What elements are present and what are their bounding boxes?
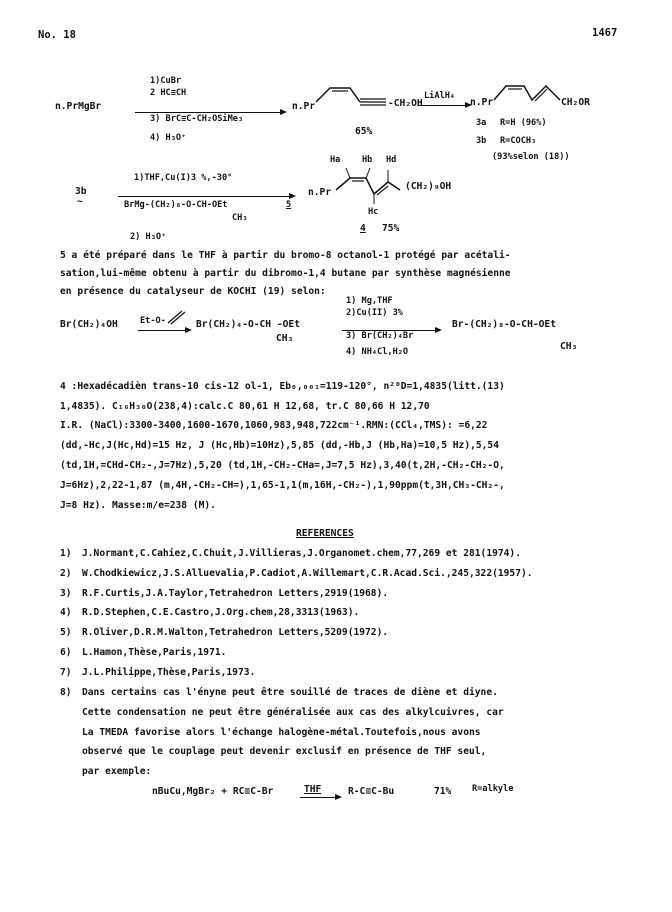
reference-text: W.Chodkiewicz,J.S.Alluevalia,P.Cadiot,A.Willemart,C.R.Acad.Sci.,245,322(1957).	[82, 568, 533, 579]
reagent-5-label: 5	[286, 200, 292, 210]
proton-hc: Hc	[368, 207, 379, 217]
proton-hb: Hb	[362, 155, 373, 165]
page-journal-number: No. 18	[38, 29, 76, 41]
scheme3-start: Br(CH₂)₄OH	[60, 319, 118, 330]
paragraph-line: sation,lui-même obtenu à partir du dibromo-1,4 butane par synthèse magnésienne	[60, 268, 511, 279]
reference-text: J.Normant,C.Cahiez,C.Chuit,J.Villieras,J.Organomet.chem,77,269 et 281(1974).	[82, 548, 521, 559]
page-number: 1467	[592, 27, 618, 39]
product-4-prefix: n.Pr	[308, 187, 332, 198]
reagent-lialh4: LiAlH₄	[424, 91, 456, 101]
label-3a-text: R=H (96%)	[500, 118, 547, 128]
data-line: (td,1H,=CHd-CH₂-,J=7Hz),5,20 (td,1H,-CH₂-CHa=,J=7,5 Hz),3,40(t,2H,-CH₂-CH₂-O,	[60, 460, 505, 471]
scheme3-reagent: Et-O-	[140, 316, 166, 326]
proton-hd: Hd	[386, 155, 397, 165]
reference-text: Dans certains cas l'ényne peut être souillé de traces de diène et diyne.	[82, 687, 498, 698]
label-3a: 3a	[476, 118, 487, 128]
condition-4: 4) H₃O⁺	[150, 133, 187, 143]
reaction-arrow-1	[135, 112, 281, 113]
data-line: J=6Hz),2,22-1,87 (m,4H,-CH₂-CH=),1,65-1,1(m,16H,-CH₂-),1,90ppm(t,3H,CH₃-CH₂-,	[60, 480, 505, 491]
data-line: (dd,-Hc,J(Hc,Hd)=15 Hz, J (Hc,Hb)=10Hz),5,85 (dd,-Hb,J (Hb,Ha)=10,5 Hz),5,54	[60, 440, 499, 451]
reference-number: 5)	[60, 627, 72, 638]
label-3b-text: R=COCH₃	[500, 136, 537, 146]
vinyl-bond	[168, 311, 188, 325]
label-3b-yield: (93%selon (18))	[492, 152, 570, 162]
condition-2-2: BrMg-(CH₂)₈-O-CH-OEt	[124, 200, 228, 210]
arrowhead-4	[185, 327, 192, 333]
reference-text: R.Oliver,D.R.M.Walton,Tetrahedron Letters,5209(1972).	[82, 627, 389, 638]
reference-item	[60, 687, 498, 698]
reference-number: 6)	[60, 647, 72, 658]
scheme3-cond4: 4) NH₄Cl,H₂O	[346, 347, 409, 357]
data-line: I.R. (NaCl):3300-3400,1600-1670,1060,983,948,722cm⁻¹.RMN:(CCl₄,TMS): =6,22	[60, 420, 488, 431]
scheme3-intermediate: Br(CH₂)₄-O-CH -OEt	[196, 319, 300, 330]
data-line: J=8 Hz). Masse:m/e=238 (M).	[60, 500, 216, 511]
condition-2-2-sub: CH₃	[232, 213, 248, 223]
data-line: 1,4835). C₁₆H₃₀O(238,4):calc.C 80,61 H 12,68, tr.C 80,66 H 12,70	[60, 401, 430, 412]
condition-3: 3) BrC≡C-CH₂OSiMe₃	[150, 114, 244, 124]
reference-8-continuation: La TMEDA favorise alors l'échange halogène-métal.Toutefois,nous avons	[82, 727, 481, 738]
reference-item	[60, 588, 388, 599]
scheme3-product: Br-(CH₂)₈-O-CH-OEt	[452, 319, 556, 330]
scheme3-product-sub: CH₃	[560, 341, 578, 352]
arrowhead-1	[280, 109, 287, 115]
arrowhead-5	[435, 327, 442, 333]
example-reagent: THF	[304, 784, 322, 795]
scheme3-cond3: 3) Br(CH₂)₄Br	[346, 331, 414, 341]
reference-item	[60, 607, 359, 618]
condition-2-1: 1)THF,Cu(I)3 %,-30°	[134, 173, 233, 183]
example-note: R=alkyle	[472, 784, 514, 794]
reference-item	[60, 667, 255, 678]
condition-1: 1)CuBr	[150, 76, 182, 86]
reaction-arrow-6	[300, 797, 336, 798]
label-4: 4	[360, 223, 366, 234]
product-2-suffix: CH₂OR	[561, 97, 590, 108]
reaction-arrow-2	[418, 105, 466, 106]
product-2-prefix: n.Pr	[470, 97, 494, 108]
yield-1: 65%	[355, 126, 373, 137]
reference-number: 1)	[60, 548, 72, 559]
product-4-chain: (CH₂)₉OH	[405, 181, 452, 192]
reference-text: R.F.Curtis,J.A.Taylor,Tetrahedron Letters,2919(1968).	[82, 588, 389, 599]
reactant-prmgbr: n.PrMgBr	[55, 101, 102, 112]
reference-number: 2)	[60, 568, 72, 579]
reference-text: L.Hamon,Thèse,Paris,1971.	[82, 647, 227, 658]
start-3b: 3b	[75, 186, 87, 197]
condition-2: 2 HC≡CH	[150, 88, 187, 98]
reference-text: R.D.Stephen,C.E.Castro,J.Org.chem,28,3313(1963).	[82, 607, 360, 618]
reference-8-continuation: Cette condensation ne peut être généralisée aux cas des alkylcuivres, car	[82, 707, 504, 718]
proton-ha: Ha	[330, 155, 341, 165]
data-line: 4 :Hexadécadièn trans-10 cis-12 ol-1, Eb₀,₀₀₁=119-120°, n²⁰D=1,4835(litt.(13)	[60, 381, 505, 392]
reference-number: 8)	[60, 687, 72, 698]
reference-item	[60, 548, 521, 559]
example-product: R-C≡C-Bu	[348, 786, 395, 797]
scheme3-cond2: 2)Cu(II) 3%	[346, 308, 403, 318]
reference-number: 7)	[60, 667, 72, 678]
paragraph-line: 5 a été préparé dans le THF à partir du bromo-8 octanol-1 protégé par acétali-	[60, 250, 511, 261]
reference-item	[60, 647, 226, 658]
product-1-prefix: n.Pr	[292, 101, 316, 112]
diene-skeleton-1	[494, 80, 566, 110]
reference-number: 3)	[60, 588, 72, 599]
reference-number: 4)	[60, 607, 72, 618]
scheme3-intermediate-sub: CH₃	[276, 333, 294, 344]
reference-8-continuation: observé que le couplage peut devenir exclusif en présence de THF seul,	[82, 746, 487, 757]
product-1-suffix: -CH₂OH	[388, 98, 423, 109]
scheme3-cond1: 1) Mg,THF	[346, 296, 393, 306]
tilde-mark: ~	[77, 196, 83, 207]
enyne-skeleton-1	[316, 80, 396, 110]
arrowhead-6	[335, 794, 342, 800]
paragraph-line: en présence du catalyseur de KOCHI (19) selon:	[60, 286, 326, 297]
references-heading: REFERENCES	[296, 528, 354, 539]
reaction-arrow-3	[118, 196, 290, 197]
condition-2-3: 2) H₃O⁺	[130, 232, 167, 242]
reference-8-continuation: par exemple:	[82, 766, 152, 777]
example-yield: 71%	[434, 786, 452, 797]
reference-text: J.L.Philippe,Thèse,Paris,1973.	[82, 667, 256, 678]
reaction-arrow-4	[138, 330, 186, 331]
reference-item	[60, 627, 388, 638]
arrowhead-3	[289, 193, 296, 199]
yield-4: 75%	[382, 223, 400, 234]
example-reactants: nBuCu,MgBr₂ + RC≡C-Br	[152, 786, 274, 797]
label-3b: 3b	[476, 136, 487, 146]
reference-item	[60, 568, 533, 579]
